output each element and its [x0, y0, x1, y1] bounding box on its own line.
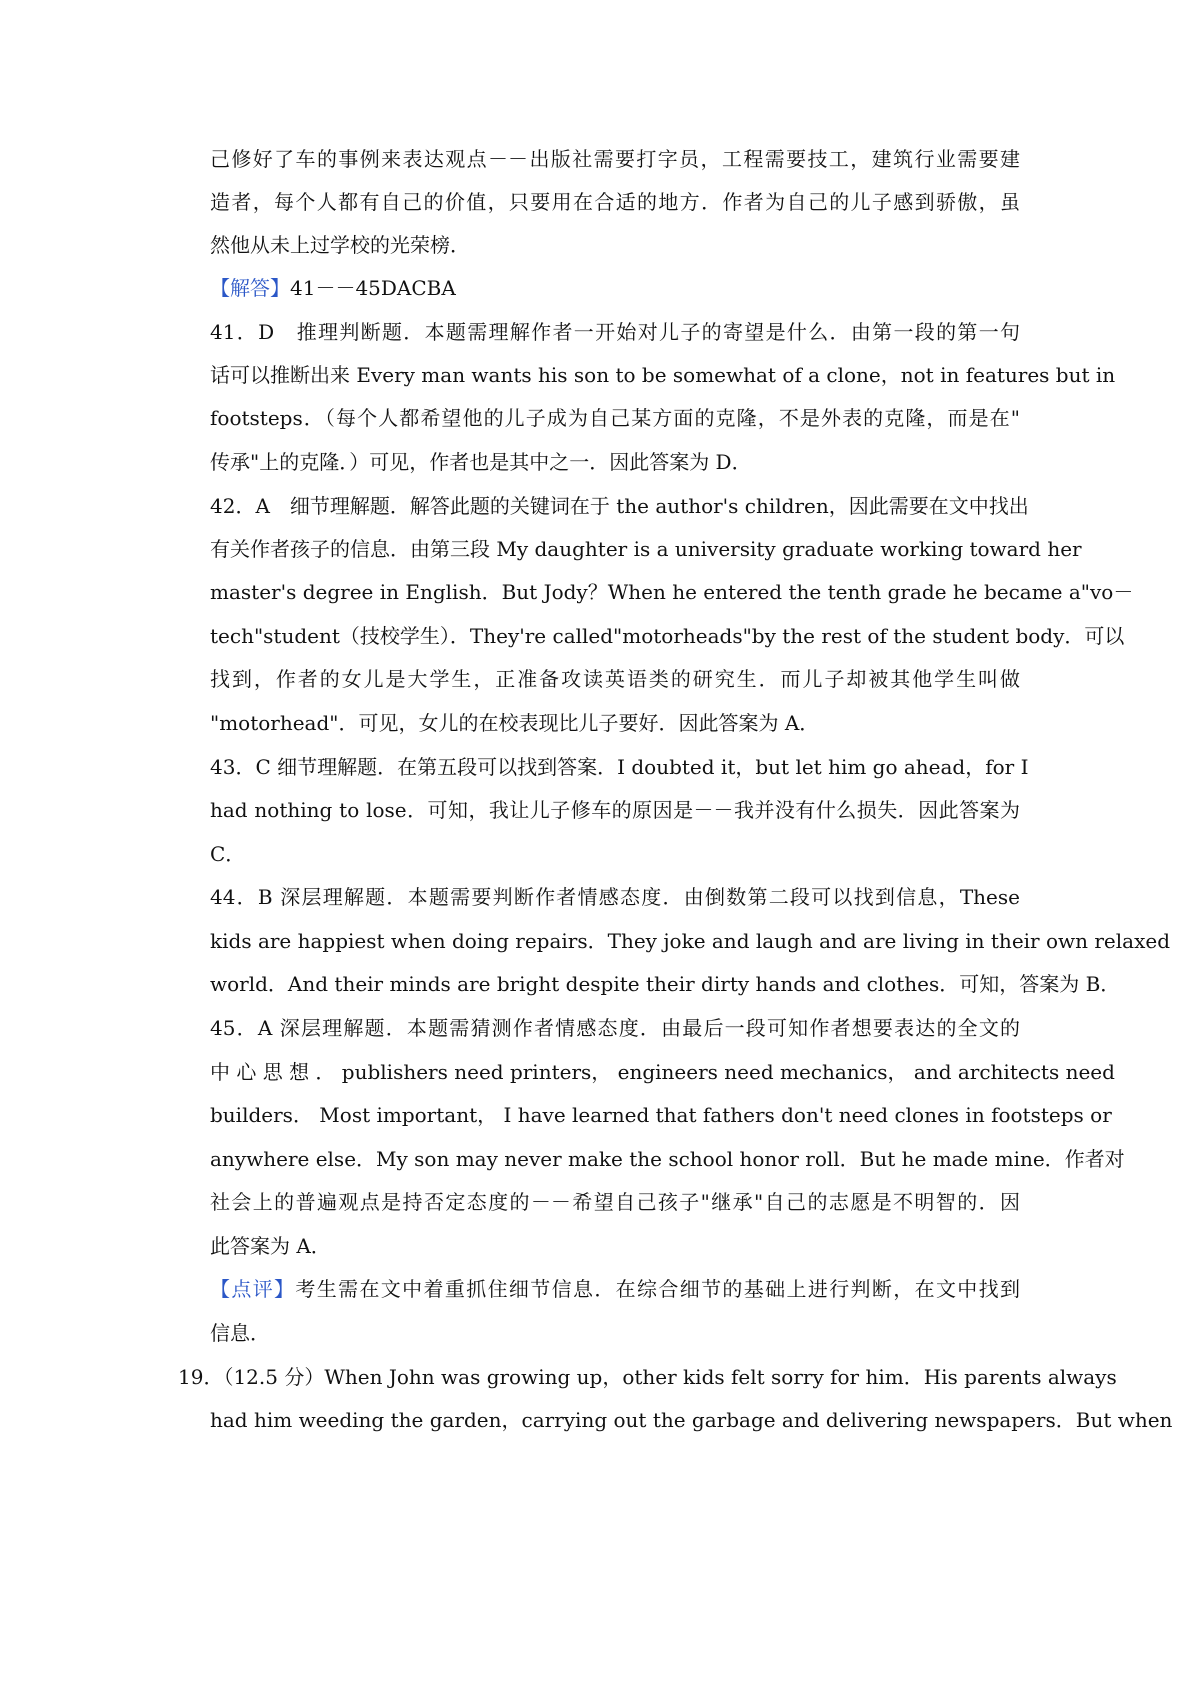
item-41-line-3: footsteps．（每个人都希望他的儿子成为自己某方面的克隆，不是外表的克隆，而是在": [210, 406, 1020, 430]
item-42-line-2: 有关作者孩子的信息．由第三段 My daughter is a university graduate working toward her: [210, 537, 1082, 561]
answer-summary: 41－－45DACBA: [290, 276, 456, 300]
item-42-line-5: 找到，作者的女儿是大学生，正准备攻读英语类的研究生．而儿子却被其他学生叫做: [210, 667, 1020, 691]
item-43-line-2: had nothing to lose．可知，我让儿子修车的原因是－－我并没有什么损失．因此答案为: [210, 798, 1020, 822]
item-45-line-4: anywhere else．My son may never make the school honor roll．But he made mine．作者对: [210, 1147, 1125, 1171]
comment-line-2: 信息．: [210, 1321, 270, 1345]
comment-label: 【点评】: [210, 1277, 296, 1301]
comment-text: 考生需在文中着重抓住细节信息．在综合细节的基础上进行判断，在文中找到: [295, 1277, 1021, 1301]
item-45-line-6: 此答案为 A．: [210, 1234, 331, 1258]
item-44-line-3: world．And their minds are bright despite their dirty hands and clothes．可知，答案为 B．: [210, 972, 1121, 996]
item-45-line-5: 社会上的普遍观点是持否定态度的－－希望自己孩子"继承"自己的志愿是不明智的．因: [210, 1190, 1020, 1214]
question-19-line-1: 19．（12.5 分）When John was growing up，other kids felt sorry for him．His parents always: [178, 1365, 1117, 1389]
item-43-line-3: C．: [210, 842, 246, 866]
item-43-line-1: 43．C 细节理解题．在第五段可以找到答案．I doubted it，but let him go ahead，for I: [210, 755, 1029, 779]
answer-label: 【解答】: [210, 276, 290, 300]
item-42-line-6: "motorhead"．可见，女儿的在校表现比儿子要好．因此答案为 A．: [210, 711, 820, 735]
analysis-line-1: 己修好了车的事例来表达观点－－出版社需要打字员，工程需要技工，建筑行业需要建: [210, 147, 1020, 171]
item-44-line-2: kids are happiest when doing repairs．They joke and laugh and are living in their own relaxed: [210, 929, 1170, 953]
comment-line-1: [210, 1275, 1020, 1303]
item-41-line-4: 传承"上的克隆．）可见，作者也是其中之一．因此答案为 D．: [210, 450, 752, 474]
analysis-line-2: 造者，每个人都有自己的价值，只要用在合适的地方．作者为自己的儿子感到骄傲，虽: [210, 190, 1020, 214]
question-19-line-2: had him weeding the garden，carrying out the garbage and delivering newspapers．But when: [210, 1408, 1173, 1432]
answer-heading: [210, 274, 1020, 302]
item-45-line-2: 中 心 思 想 ． publishers need printers， engineers need mechanics， and architects need: [210, 1060, 1115, 1084]
item-42-line-1: 42．A 细节理解题．解答此题的关键词在于 the author's children，因此需要在文中找出: [210, 494, 1029, 518]
item-41-line-1: 41．D 推理判断题．本题需理解作者一开始对儿子的寄望是什么．由第一段的第一句: [210, 320, 1020, 344]
item-42-line-4: tech"student（技校学生）．They're called"motorheads"by the rest of the student body．可以: [210, 624, 1125, 648]
item-45-line-1: 45．A 深层理解题．本题需猜测作者情感态度．由最后一段可知作者想要表达的全文的: [210, 1016, 1020, 1040]
analysis-line-3: 然他从未上过学校的光荣榜．: [210, 233, 470, 257]
item-44-line-1: 44．B 深层理解题．本题需要判断作者情感态度．由倒数第二段可以找到信息，These: [210, 885, 1020, 909]
item-42-line-3: master's degree in English．But Jody？When he entered the tenth grade he became a"vo－: [210, 580, 1134, 604]
item-41-line-2: 话可以推断出来 Every man wants his son to be somewhat of a clone，not in features but in: [210, 363, 1116, 387]
item-45-line-3: builders． Most important， I have learned that fathers don't need clones in footsteps or: [210, 1103, 1112, 1127]
